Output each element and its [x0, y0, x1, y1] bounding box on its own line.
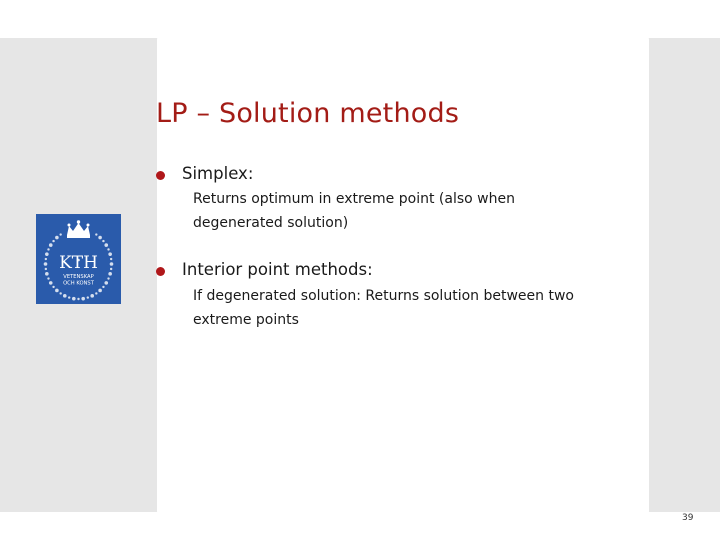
wreath-dot: [81, 297, 85, 301]
wreath-dot: [45, 268, 47, 270]
wreath-dot: [59, 292, 61, 294]
wreath-dot: [45, 258, 47, 260]
wreath-dot: [90, 294, 94, 298]
wreath-dot: [110, 262, 114, 266]
kth-logo: [36, 214, 121, 304]
wreath-dot: [95, 233, 97, 235]
wreath-dot: [72, 297, 76, 301]
body-line: Returns optimum in extreme point (also when: [193, 191, 515, 207]
wreath-dot: [55, 236, 59, 240]
wreath-dot: [108, 272, 112, 276]
page-number: 39: [682, 513, 694, 523]
wreath-dot: [102, 240, 104, 242]
wreath-dot: [59, 233, 61, 235]
wreath-dot: [108, 252, 112, 256]
bullet-body-simplex: [193, 187, 515, 235]
bullet-heading-interior-point: Interior point methods:: [182, 260, 373, 279]
wreath-dot: [104, 281, 108, 285]
wreath-dot: [52, 240, 54, 242]
bullet-dot-icon: [156, 171, 165, 180]
bullet-heading-simplex: Simplex:: [182, 164, 254, 183]
body-line: extreme points: [193, 312, 299, 328]
logo-motto-line1: VETENSKAP: [63, 274, 94, 280]
slide-title: LP – Solution methods: [156, 98, 460, 129]
wreath-dot: [87, 296, 89, 298]
wreath-dot: [45, 272, 49, 276]
wreath-dot: [107, 277, 109, 279]
wreath-dot: [49, 281, 53, 285]
wreath-dot: [98, 289, 102, 293]
wreath-dot: [107, 248, 109, 250]
wreath-dot: [110, 268, 112, 270]
wreath-dot: [110, 258, 112, 260]
wreath-dot: [52, 286, 54, 288]
wreath-dot: [45, 252, 49, 256]
kth-emblem: [36, 214, 121, 304]
wreath-dot: [95, 292, 97, 294]
wreath-dot: [104, 243, 108, 247]
bullet-dot-icon: [156, 267, 165, 276]
wreath-dot: [77, 298, 79, 300]
wreath-dot: [47, 277, 49, 279]
wreath-dot: [47, 248, 49, 250]
wreath-dot: [55, 289, 59, 293]
wreath-dot: [98, 236, 102, 240]
wreath-dot: [68, 296, 70, 298]
bullet-body-interior-point: [193, 284, 574, 332]
wreath-dot: [102, 286, 104, 288]
body-line: If degenerated solution: Returns solution between two: [193, 288, 574, 304]
wreath-dot: [63, 294, 67, 298]
wreath-dot: [49, 243, 53, 247]
logo-initials: KTH: [59, 253, 98, 273]
body-line: degenerated solution): [193, 215, 349, 231]
logo-motto-line2: OCH KONST: [63, 280, 94, 287]
crown-icon: [67, 220, 90, 238]
wreath-dot: [44, 262, 48, 266]
